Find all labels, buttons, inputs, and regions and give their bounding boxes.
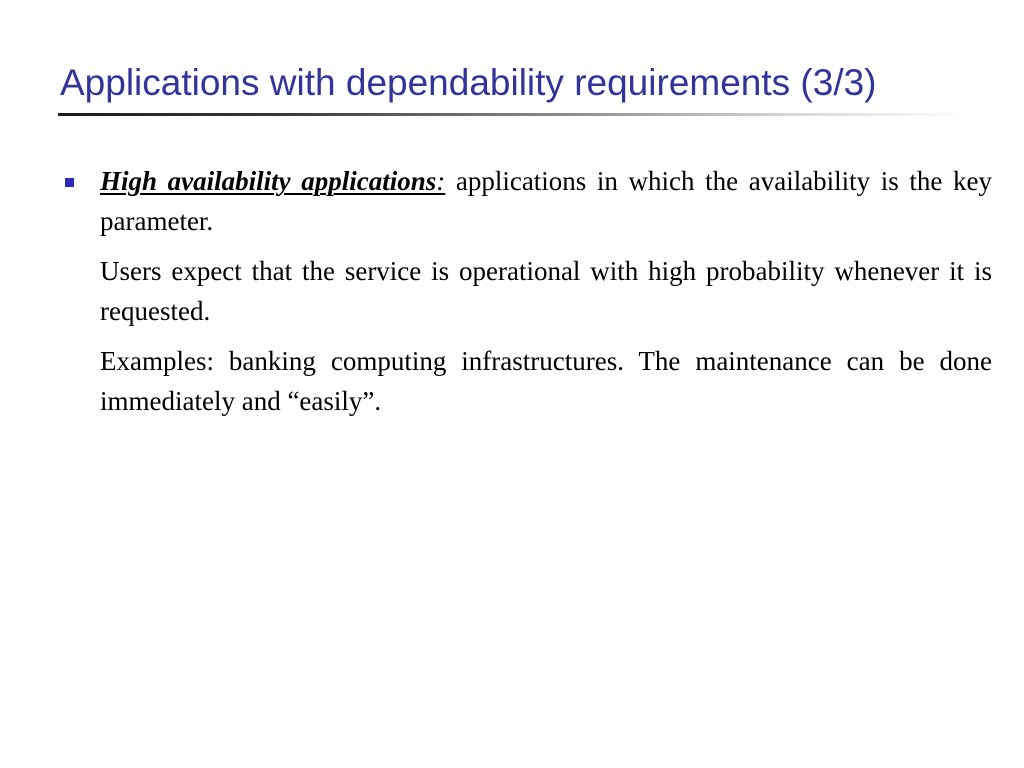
bullet-term-colon: : [436, 166, 446, 196]
paragraph-examples: Examples: banking computing infrastructures. The maintenance can be done immediately and “easily”. [100, 346, 992, 416]
bullet-text: applications in which the availability is the key parameter. [100, 166, 992, 236]
paragraph-users: Users expect that the service is operational with high probability whenever it is requested. [100, 256, 992, 326]
bullet-term: High availability applications [100, 166, 437, 196]
slide-body [100, 161, 992, 431]
bullet-item [100, 161, 992, 241]
title-divider [58, 113, 968, 116]
square-bullet-icon [65, 178, 74, 187]
slide-title: Applications with dependability requirements (3/3) [60, 62, 877, 103]
